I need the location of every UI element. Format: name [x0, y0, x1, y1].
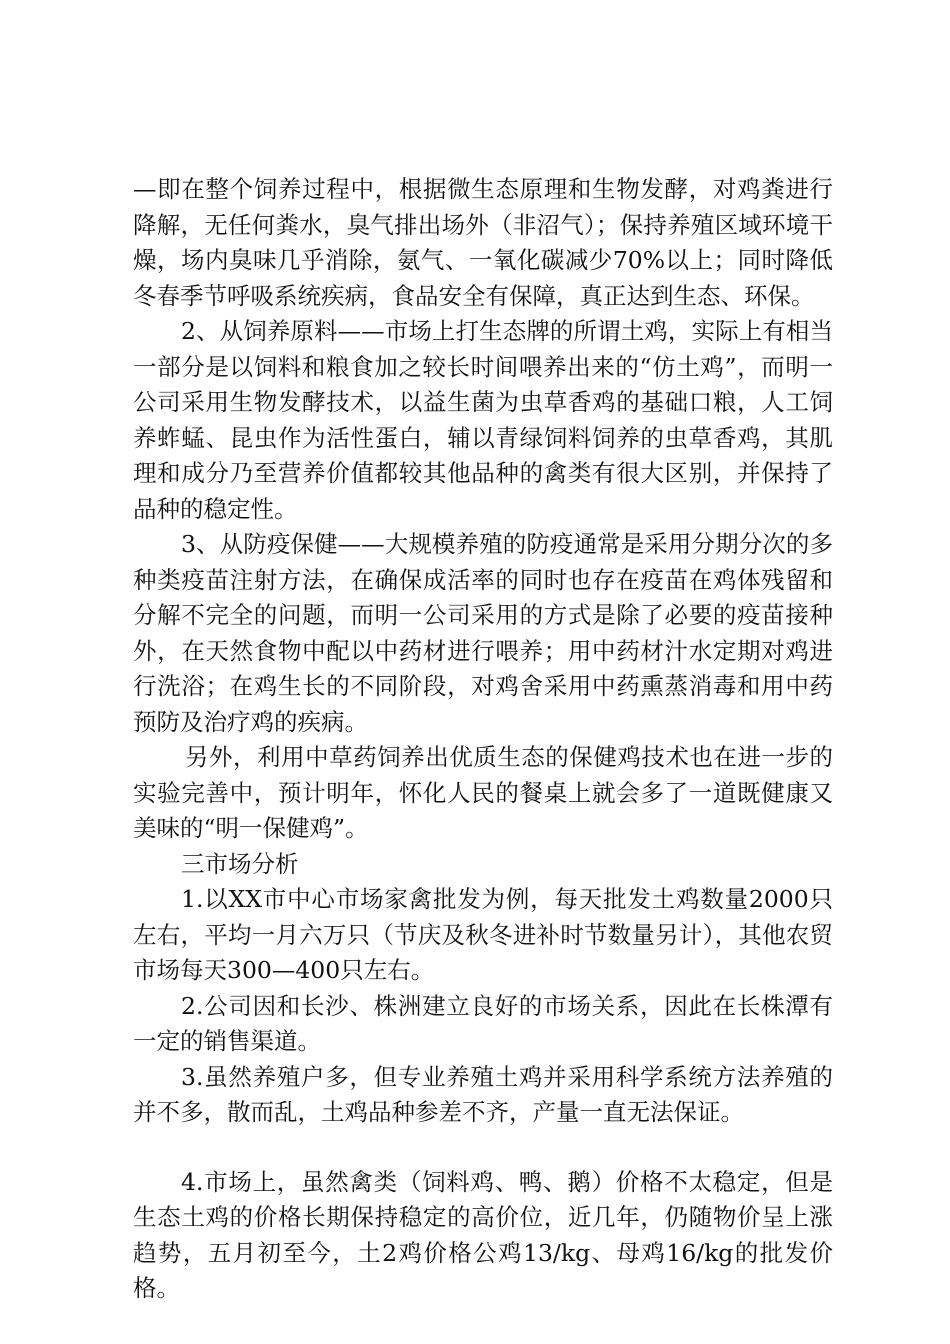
paragraph-feed-source: 2、从饲养原料——市场上打生态牌的所谓土鸡，实际上有相当一部分是以饲料和粮食加之较长时间喂养出来的“仿土鸡”，而明一公司采用生物发酵技术，以益生菌为虫草香鸡的基础口粮，人工饲养蚱蜢、昆虫作为活性蛋白，辅以青绿饲料饲养的虫草香鸡，其肌理和成分乃至营养价值都较其他品种的禽类有很大区别，并保持了品种的稳定性。 [133, 317, 833, 523]
paragraph-spacer [133, 1131, 833, 1165]
paragraph-market-point-2: 2.公司因和长沙、株洲建立良好的市场关系，因此在长株潭有一定的销售渠道。 [133, 991, 833, 1055]
paragraph-market-point-4: 4.市场上，虽然禽类（饲料鸡、鸭、鹅）价格不太稳定，但是生态土鸡的价格长期保持稳定的高价位，近几年，仍随物价呈上涨趋势，五月初至今，土2鸡价格公鸡13/kg、母鸡16/kg的批发价格。 [133, 1167, 833, 1302]
section-heading-market-analysis: 三市场分析 [181, 849, 299, 878]
paragraph-market-point-1: 1.以XX市中心市场家禽批发为例，每天批发土鸡数量2000只左右，平均一月六万只（节庆及秋冬进补时节数量另计），其他农贸市场每天300—400只左右。 [133, 885, 833, 984]
document-page [133, 172, 833, 1307]
paragraph-epidemic-prevention: 3、从防疫保健——大规模养殖的防疫通常是采用分期分次的多种类疫苗注射方法，在确保成活率的同时也存在疫苗在鸡体残留和分解不完全的问题，而明一公司采用的方式是除了必要的疫苗接种外，在天然食物中配以中药材进行喂养；用中药材汁水定期对鸡进行洗浴；在鸡生长的不同阶段，对鸡舍采用中药熏蒸消毒和用中药预防及治疗鸡的疾病。 [133, 530, 833, 736]
paragraph-eco-manure: —即在整个饲养过程中，根据微生态原理和生物发酵，对鸡粪进行降解，无任何粪水，臭气排出场外（非沼气）；保持养殖区域环境干燥，场内臭味几乎消除，氨气、一氧化碳减少70%以上；同时降低冬春季节呼吸系统疾病，食品安全有保障，真正达到生态、环保。 [133, 175, 833, 310]
paragraph-herbal-chicken: 另外，利用中草药饲养出优质生态的保健鸡技术也在进一步的实验完善中，预计明年，怀化人民的餐桌上就会多了一道既健康又美味的“明一保健鸡”。 [133, 743, 833, 842]
paragraph-market-point-3: 3.虽然养殖户多，但专业养殖土鸡并采用科学系统方法养殖的并不多，散而乱，土鸡品种参差不齐，产量一直无法保证。 [133, 1062, 833, 1126]
